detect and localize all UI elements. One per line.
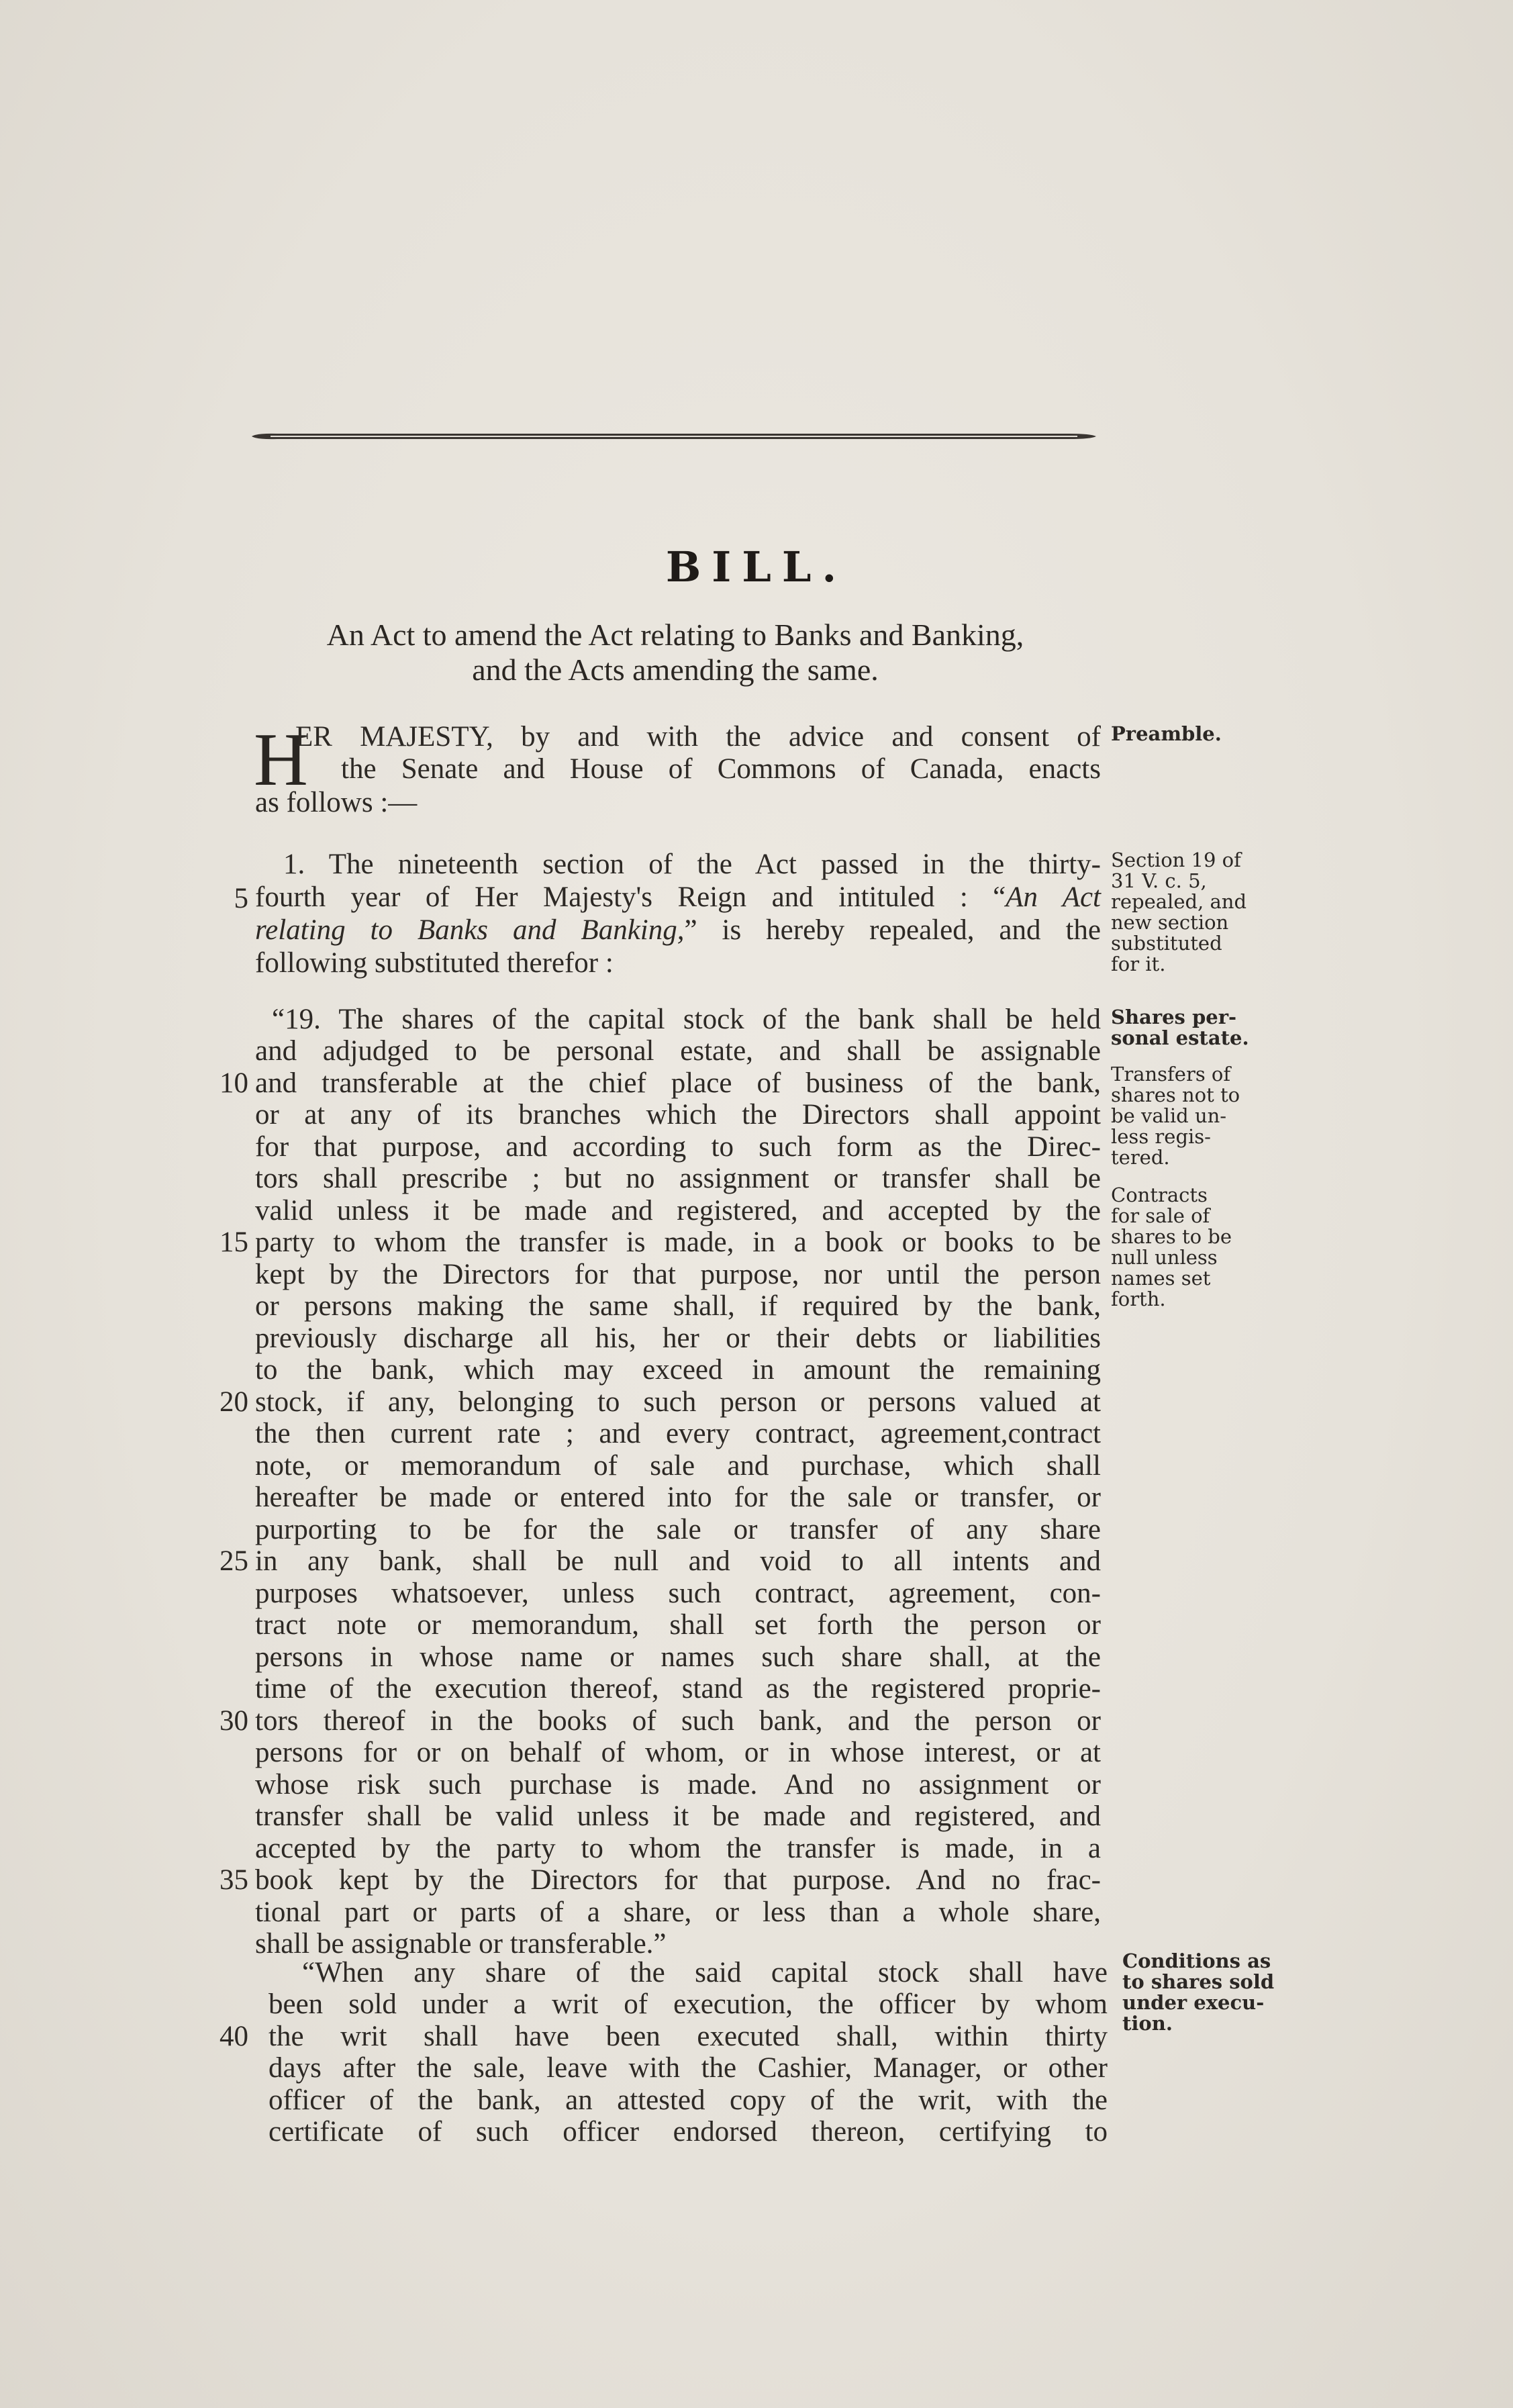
margin-note-section19: Section 19 of 31 V. c. 5, repealed, and new section substituted for it. [1111,849,1247,975]
line-number: 5 [234,883,248,914]
body-line: or persons making the same shall, if required by the bank, [255,1290,1101,1322]
body-line: hereafter be made or entered into for the sale or transfer, or [255,1482,1101,1513]
body-line: accepted by the party to whom the transfer is made, in a [255,1833,1101,1864]
body-line: or at any of its branches which the Directors shall appoint [255,1099,1101,1130]
body-line: the writ shall have been executed shall, within thirty [269,2021,1108,2052]
body-line: “When any share of the said capital stock shall have [302,1957,1108,1988]
line-number: 35 [219,1864,248,1896]
body-line: tional part or parts of a share, or less than a whole share, [255,1896,1101,1928]
section1-line-1: 1. The nineteenth section of the Act passed in the thirty- [283,849,1101,880]
drop-cap: H [254,718,308,802]
body-line: officer of the bank, an attested copy of the writ, with the [269,2084,1108,2116]
body-line: for that purpose, and according to such form as the Direc- [255,1131,1101,1163]
body-line: “19. The shares of the capital stock of the bank shall be held [272,1004,1101,1035]
body-line: been sold under a writ of execution, the officer by whom [269,1988,1108,2020]
body-line: note, or memorandum of sale and purchase, which shall [255,1450,1101,1482]
act-title-line-1: An Act to amend the Act relating to Banks and Banking, [326,618,1024,652]
body-line: shall be assignable or transferable.” [255,1928,667,1960]
preamble-line-3: as follows :— [255,787,418,818]
section1-line-3: relating to Banks and Banking,” is hereby repealed, and the [255,914,1101,946]
body-line: persons for or on behalf of whom, or in whose interest, or at [255,1737,1101,1768]
body-line: in any bank, shall be null and void to all intents and [255,1545,1101,1577]
line-number: 10 [219,1067,248,1099]
decorative-rule [250,431,1097,440]
body-line: the then current rate ; and every contract, agreement,contract [255,1418,1101,1449]
body-line: kept by the Directors for that purpose, nor until the person [255,1259,1101,1290]
body-line: tors thereof in the books of such bank, and the person or [255,1705,1101,1737]
margin-note-shares: Shares per- sonal estate. [1111,1006,1249,1049]
margin-note-transfers: Transfers of shares not to be valid un- less regis- tered. [1111,1063,1240,1169]
body-line: certificate of such officer endorsed thereon, certifying to [269,2116,1108,2148]
body-line: party to whom the transfer is made, in a book or books to be [255,1226,1101,1258]
body-line: tract note or memorandum, shall set forth the person or [255,1609,1101,1641]
bill-title: BILL. [665,542,848,591]
body-line: days after the sale, leave with the Cashier, Manager, or other [269,2052,1108,2084]
body-line: purporting to be for the sale or transfer of any share [255,1514,1101,1545]
line-number: 25 [219,1545,248,1577]
line-number: 15 [219,1226,248,1258]
body-line: time of the execution thereof, stand as the registered proprie- [255,1673,1101,1704]
margin-note-preamble: Preamble. [1111,722,1222,745]
body-line: and adjudged to be personal estate, and shall be assignable [255,1035,1101,1067]
act-title-line-2: and the Acts amending the same. [472,653,879,687]
body-line: whose risk such purchase is made. And no assignment or [255,1769,1101,1800]
body-line: and transferable at the chief place of business of the bank, [255,1067,1101,1099]
section1-line-4: following substituted therefor : [255,947,614,979]
body-line: previously discharge all his, her or their debts or liabilities [255,1322,1101,1354]
body-line: transfer shall be valid unless it be made and registered, and [255,1800,1101,1832]
margin-note-contracts: Contracts for sale of shares to be null unless names set forth. [1111,1184,1232,1310]
body-line: stock, if any, belonging to such person or persons valued at [255,1386,1101,1418]
body-line: book kept by the Directors for that purpose. And no frac- [255,1864,1101,1896]
body-line: persons in whose name or names such share shall, at the [255,1641,1101,1673]
section1-line-2: fourth year of Her Majesty's Reign and intituled : “An Act [255,881,1101,913]
line-number: 40 [219,2021,248,2052]
body-line: to the bank, which may exceed in amount the remaining [255,1354,1101,1386]
body-line: tors shall prescribe ; but no assignment or transfer shall be [255,1163,1101,1194]
preamble-line-2: the Senate and House of Commons of Canada, enacts [341,753,1101,785]
line-number: 20 [219,1386,248,1418]
body-line: valid unless it be made and registered, and accepted by the [255,1195,1101,1226]
preamble-line-1: ER MAJESTY, by and with the advice and consent of [295,721,1101,753]
line-number: 30 [219,1705,248,1737]
margin-note-conditions: Conditions as to shares sold under execu- tion. [1122,1949,1275,2035]
body-line: purposes whatsoever, unless such contract, agreement, con- [255,1578,1101,1609]
